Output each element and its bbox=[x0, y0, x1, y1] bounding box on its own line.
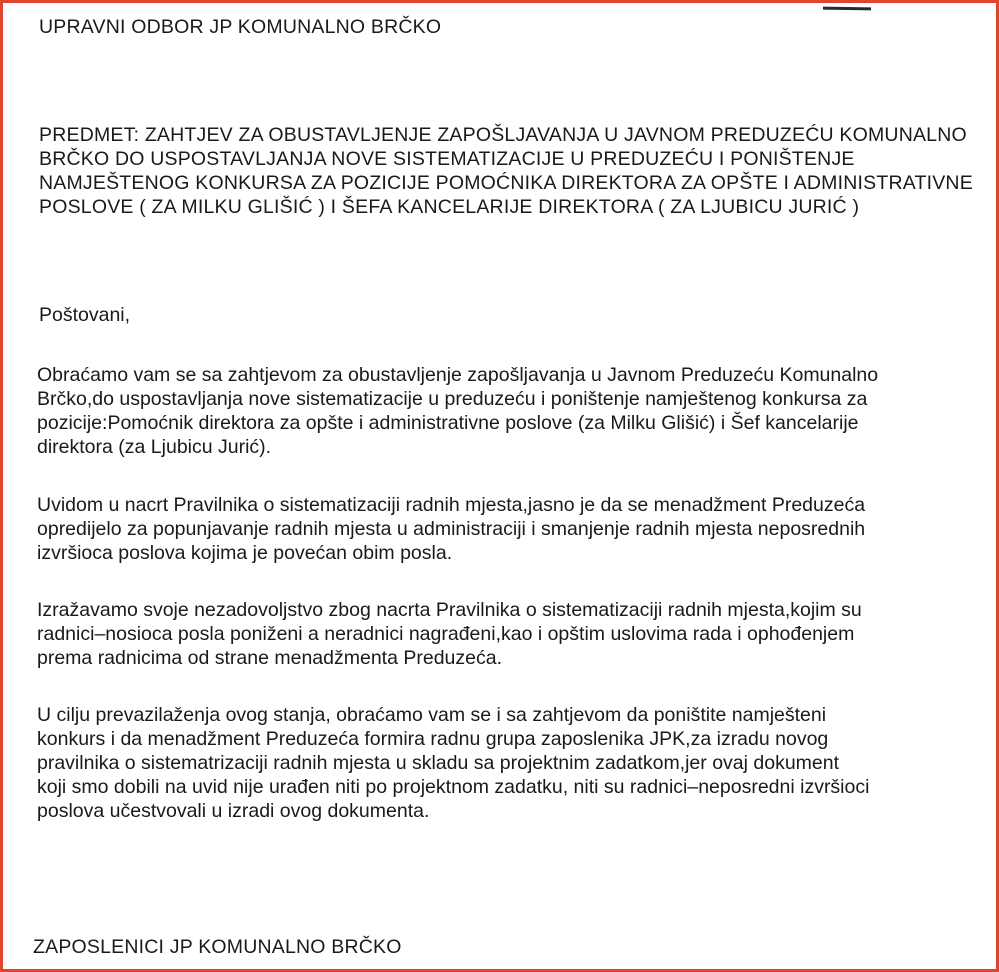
paragraph-1 bbox=[37, 363, 878, 459]
recipient-line: UPRAVNI ODBOR JP KOMUNALNO BRČKO bbox=[39, 16, 442, 38]
paragraph-line: opredijelo za popunjavanje radnih mjesta u administraciji i smanjenje radnih mjesta neposrednih bbox=[37, 518, 866, 540]
paragraph-line: direktora (za Ljubicu Jurić). bbox=[37, 436, 272, 458]
paragraph-2 bbox=[37, 493, 865, 565]
subject-line-3: NAMJEŠTENOG KONKURSA ZA POZICIJE POMOĆNIKA DIREKTORA ZA OPŠTE I ADMINISTRATIVNE bbox=[39, 172, 973, 194]
signature-line: ZAPOSLENICI JP KOMUNALNO BRČKO bbox=[33, 936, 402, 958]
paragraph-line: pozicije:Pomoćnik direktora za opšte i administrativne poslove (za Milku Glišić) i Šef kancelarije bbox=[37, 412, 859, 434]
scan-artifact bbox=[823, 7, 871, 11]
paragraph-4 bbox=[37, 703, 869, 823]
subject-line-1: PREDMET: ZAHTJEV ZA OBUSTAVLJENJE ZAPOŠLJAVANJA U JAVNOM PREDUZEĆU KOMUNALNO bbox=[39, 124, 967, 146]
paragraph-3 bbox=[37, 598, 862, 670]
paragraph-line: Brčko,do uspostavljanja nove sistematizacije u preduzeću i poništenje namještenog konkursa za bbox=[37, 388, 868, 410]
paragraph-line: konkurs i da menadžment Preduzeća formira radnu grupa zaposlenika JPK,za izradu novog bbox=[37, 728, 829, 750]
subject-line-4: POSLOVE ( ZA MILKU GLIŠIĆ ) I ŠEFA KANCELARIJE DIREKTORA ( ZA LJUBICU JURIĆ ) bbox=[39, 196, 860, 218]
paragraph-line: koji smo dobili na uvid nije urađen niti po projektnom zadatku, niti su radnici–neposredni izvršioci bbox=[37, 776, 870, 798]
paragraph-line: Izražavamo svoje nezadovoljstvo zbog nacrta Pravilnika o sistematizaciji radnih mjesta,kojim su bbox=[37, 599, 862, 621]
subject-line-2: BRČKO DO USPOSTAVLJANJA NOVE SISTEMATIZACIJE U PREDUZEĆU I PONIŠTENJE bbox=[39, 148, 855, 170]
paragraph-line: U cilju prevazilaženja ovog stanja, obraćamo vam se i sa zahtjevom da poništite namješteni bbox=[37, 704, 827, 726]
paragraph-line: poslova učestvovali u izradi ovog dokumenta. bbox=[37, 800, 430, 822]
paragraph-line: izvršioca poslova kojima je povećan obim posla. bbox=[37, 542, 453, 564]
paragraph-line: prema radnicima od strane menadžmenta Preduzeća. bbox=[37, 647, 502, 669]
paragraph-line: radnici–nosioca posla poniženi a neradnici nagrađeni,kao i opštim uslovima rada i ophođenjem bbox=[37, 623, 855, 645]
salutation: Poštovani, bbox=[39, 304, 131, 326]
paragraph-line: Obraćamo vam se sa zahtjevom za obustavljenje zapošljavanja u Javnom Preduzeću Komunalno bbox=[37, 364, 879, 386]
paragraph-line: pravilnika o sistematrizaciji radnih mjesta u skladu sa projektnim zadatkom,jer ovaj dokument bbox=[37, 752, 840, 774]
subject-block bbox=[39, 123, 973, 219]
paragraph-line: Uvidom u nacrt Pravilnika o sistematizaciji radnih mjesta,jasno je da se menadžment Preduzeća bbox=[37, 494, 866, 516]
